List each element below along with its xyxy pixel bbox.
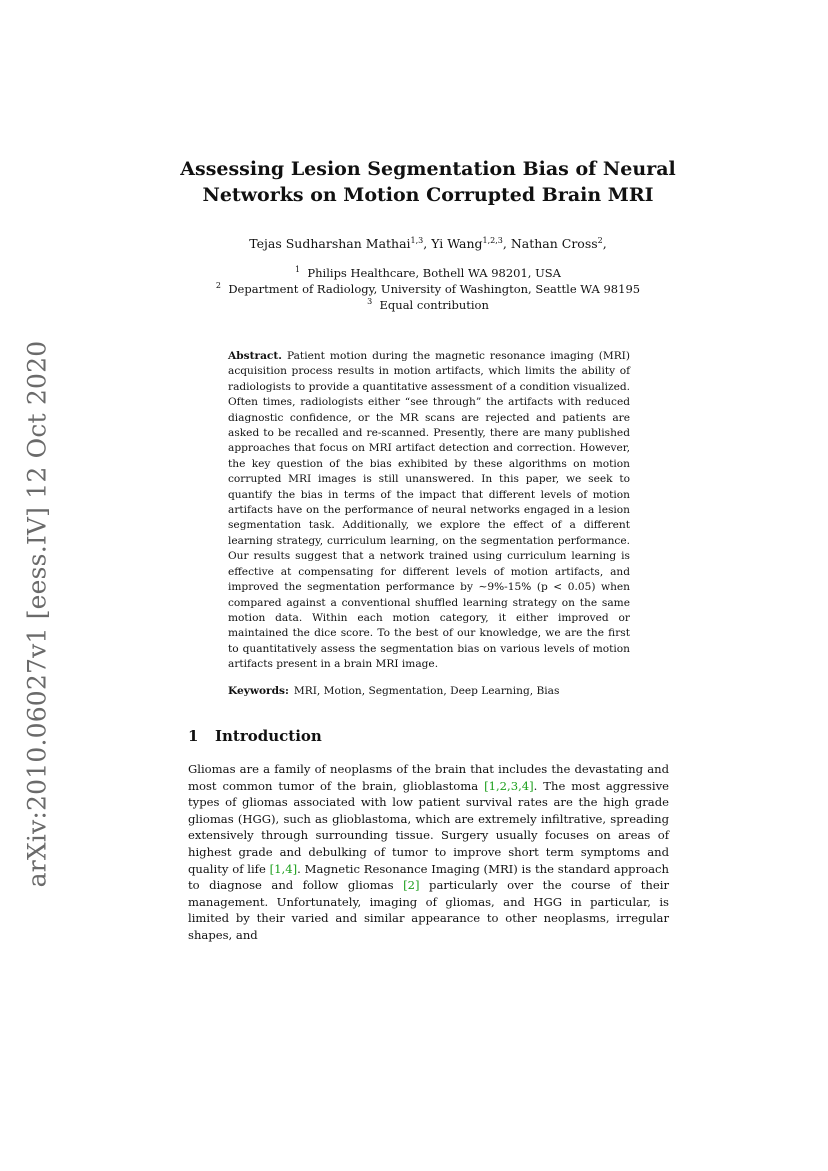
section-title: Introduction <box>215 727 322 745</box>
keywords-text: MRI, Motion, Segmentation, Deep Learning, Bias <box>293 685 560 697</box>
author-name: Yi Wang <box>431 236 483 251</box>
author-name: Nathan Cross <box>510 236 598 251</box>
abstract <box>228 349 630 673</box>
author-list <box>150 236 706 252</box>
body-text-segment: Gliomas are a family of neoplasms of the brain that includes the devastating and most common tumor of the brain, glioblastoma <box>188 762 669 793</box>
affiliation-mark: 3 <box>367 297 373 306</box>
keywords-label: Keywords: <box>228 685 289 697</box>
body-text-segment: . The most aggressive types of gliomas associated with low patient survival rates are the high grade gliomas (HGG), such as glioblastoma, which are extremely infiltrative, spreading extensively through surrounding tissue. Surgery usually focuses on areas of highest grade and debulking of tumor to improve short term symptoms and quality of life <box>188 778 669 876</box>
author-separator: , <box>502 236 511 251</box>
author-separator: , <box>602 236 607 251</box>
title-line-2: Networks on Motion Corrupted Brain MRI <box>202 184 654 206</box>
section-number: 1 <box>188 727 199 745</box>
abstract-text: Patient motion during the magnetic resonance imaging (MRI) acquisition process results in motion artifacts, which limits the ability of radiologists to provide a quantitative assessment of a condition visualized. Often times, radiologists either “see through” the artifacts with reduced diagnostic confidence, or the MR scans are rejected and patients are asked to be recalled and re-scanned. Presently, there are many published approaches that focus on MRI artifact detection and correction. However, the key question of the bias exhibited by these algorithms on motion corrupted MRI images is still unanswered. In this paper, we seek to quantify the bias in terms of the impact that different levels of motion artifacts have on the performance of neural networks engaged in a lesion segmentation task. Additionally, we explore the effect of a different learning strategy, curriculum learning, on the segmentation performance. Our results suggest that a network trained using curriculum learning is effective at compensating for different levels of motion artifacts, and improved the segmentation performance by ∼9%-15% (p < 0.05) when compared against a conventional shuffled learning strategy on the same motion data. Within each motion category, it either improved or maintained the dice score. To the best of our knowledge, we are the first to quantitatively assess the segmentation bias on various levels of motion artifacts present in a brain MRI image. <box>228 350 630 671</box>
paper-title <box>150 156 706 208</box>
author-affil-mark: 1,3 <box>410 236 424 245</box>
citation-link[interactable]: [2] <box>403 878 420 893</box>
affiliation-list <box>150 265 706 313</box>
affiliation-mark: 1 <box>294 265 301 274</box>
citation-link[interactable]: [1,2,3,4] <box>484 778 534 793</box>
arxiv-identifier: arXiv:2010.06027v1 [eess.IV] 12 Oct 2020 <box>22 340 52 888</box>
author-name: Tejas Sudharshan Mathai <box>249 236 411 251</box>
author-affil-mark: 1,2,3 <box>482 236 503 245</box>
affiliation <box>150 265 706 281</box>
body-text-segment: particularly over the course of their management. Unfortunately, imaging of gliomas, and HGG in particular, is limited by their varied and similar appearance to other neoplasms, irregular shapes, and <box>188 878 669 942</box>
keywords <box>228 684 630 699</box>
affiliation-text: Philips Healthcare, Bothell WA 98201, USA <box>307 266 561 280</box>
arxiv-sidebar <box>17 340 57 888</box>
affiliation <box>150 297 706 313</box>
introduction-paragraph <box>188 761 669 944</box>
affiliation-text: Department of Radiology, University of Washington, Seattle WA 98195 <box>228 282 641 296</box>
body-text-segment: . Magnetic Resonance Imaging (MRI) is the standard approach to diagnose and follow gliomas <box>188 861 669 893</box>
section-heading <box>188 727 322 745</box>
abstract-label: Abstract. <box>228 350 282 362</box>
citation-link[interactable]: [1,4] <box>269 861 298 876</box>
affiliation <box>150 281 706 297</box>
title-line-1: Assessing Lesion Segmentation Bias of Neural <box>180 158 676 180</box>
affiliation-mark: 2 <box>215 281 222 290</box>
affiliation-text: Equal contribution <box>379 298 489 312</box>
author-separator: , <box>423 236 432 251</box>
author-affil-mark: 2 <box>597 236 603 245</box>
